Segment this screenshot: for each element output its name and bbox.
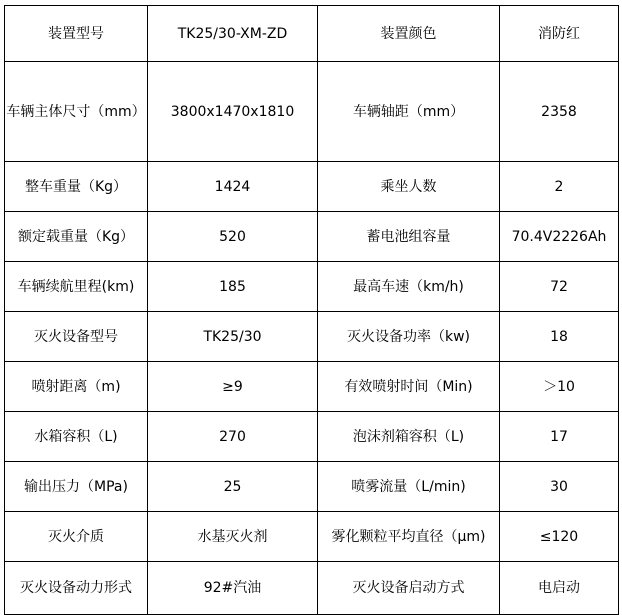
label-cell: 灭火设备功率（kw) <box>318 312 500 362</box>
label-cell: 装置颜色 <box>318 6 500 62</box>
value-cell: 2358 <box>500 62 619 162</box>
value-cell: TK25/30-XM-ZD <box>148 6 318 62</box>
value-cell: 520 <box>148 212 318 262</box>
label-cell: 灭火设备型号 <box>5 312 148 362</box>
label-cell: 灭火设备动力形式 <box>5 562 148 615</box>
table-row <box>5 462 619 512</box>
value-cell: TK25/30 <box>148 312 318 362</box>
table-row <box>5 162 619 212</box>
table-row <box>5 62 619 162</box>
value-cell: ≥9 <box>148 362 318 412</box>
table-row <box>5 362 619 412</box>
label-cell: 有效喷射时间（Min) <box>318 362 500 412</box>
label-cell: 喷射距离（m) <box>5 362 148 412</box>
label-cell: 雾化颗粒平均直径（μm) <box>318 512 500 562</box>
value-cell: 92#汽油 <box>148 562 318 615</box>
value-cell: 30 <box>500 462 619 512</box>
table-row <box>5 562 619 615</box>
table-row <box>5 212 619 262</box>
label-cell: 蓄电池组容量 <box>318 212 500 262</box>
value-cell: ＞10 <box>500 362 619 412</box>
label-cell: 装置型号 <box>5 6 148 62</box>
label-cell: 水箱容积（L) <box>5 412 148 462</box>
label-cell: 灭火介质 <box>5 512 148 562</box>
label-cell: 灭火设备启动方式 <box>318 562 500 615</box>
table-row <box>5 412 619 462</box>
table-row <box>5 512 619 562</box>
value-cell: 3800x1470x1810 <box>148 62 318 162</box>
label-cell: 输出压力（MPa) <box>5 462 148 512</box>
value-cell: 17 <box>500 412 619 462</box>
value-cell: 185 <box>148 262 318 312</box>
label-cell: 最高车速（km/h) <box>318 262 500 312</box>
spec-table <box>4 5 619 615</box>
label-cell: 车辆续航里程(km) <box>5 262 148 312</box>
label-cell: 额定载重量（Kg） <box>5 212 148 262</box>
label-cell: 整车重量（Kg） <box>5 162 148 212</box>
label-cell: 喷雾流量（L/min) <box>318 462 500 512</box>
label-cell: 泡沫剂箱容积（L) <box>318 412 500 462</box>
table-row <box>5 262 619 312</box>
value-cell: 270 <box>148 412 318 462</box>
value-cell: 1424 <box>148 162 318 212</box>
label-cell: 车辆主体尺寸（mm） <box>5 62 148 162</box>
value-cell: 18 <box>500 312 619 362</box>
table-row <box>5 6 619 62</box>
value-cell: 水基灭火剂 <box>148 512 318 562</box>
table-row <box>5 312 619 362</box>
label-cell: 乘坐人数 <box>318 162 500 212</box>
label-cell: 车辆轴距（mm） <box>318 62 500 162</box>
value-cell: 消防红 <box>500 6 619 62</box>
value-cell: 电启动 <box>500 562 619 615</box>
value-cell: 2 <box>500 162 619 212</box>
value-cell: 72 <box>500 262 619 312</box>
value-cell: 25 <box>148 462 318 512</box>
value-cell: ≤120 <box>500 512 619 562</box>
value-cell: 70.4V2226Ah <box>500 212 619 262</box>
